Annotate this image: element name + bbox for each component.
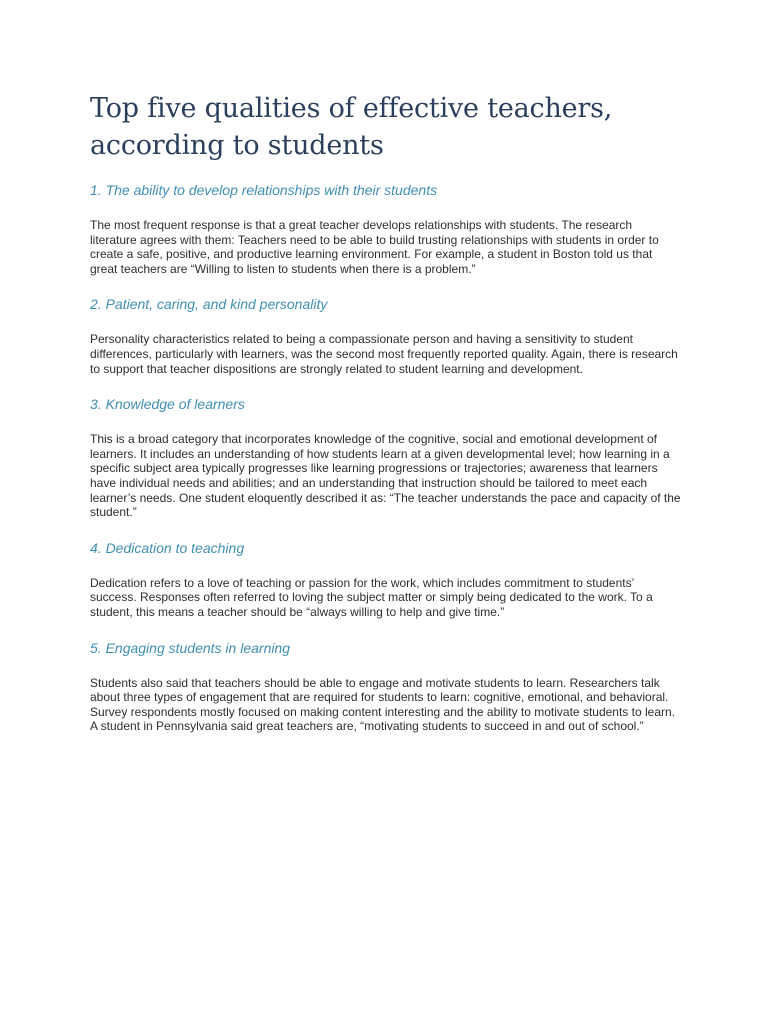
section-paragraph: Personality characteristics related to being a compassionate person and having a sensitivity to student differences, particularly with learners, was the second most frequently reported quality. Again, there is research to support that teacher dispositions are strongly related to student learning and development. [90,332,678,376]
section-paragraph: Students also said that teachers should be able to engage and motivate students to learn. Researchers talk about three types of engagement that are required for students to learn: cognitive, emotional, and behavioral. Survey respondents mostly focused on making content interesting and the ability to motivate students to learn. A student in Pennsylvania said great teachers are, “motivating students to succeed in and out of school.” [90,675,675,734]
section-heading: 3. Knowledge of learners [90,396,245,413]
section-heading: 5. Engaging students in learning [90,639,291,656]
section-paragraph: Dedication refers to a love of teaching or passion for the work, which includes commitment to students’ success. Responses often referred to loving the subject matter or simply being dedicated to the work. To a student, this means a teacher should be “always willing to help and give time.” [90,575,653,619]
section-heading: 2. Patient, caring, and kind personality [90,296,328,313]
document-title: Top five qualities of effective teachers, according to students [90,93,613,161]
section-heading: 1. The ability to develop relationships with their students [90,182,438,198]
section-2 [90,296,682,376]
section-5 [90,640,682,734]
section-paragraph: The most frequent response is that a great teacher develops relationships with students. The research literature agrees with them: Teachers need to be able to build trusting relationships with students in order to create a safe, positive, and productive learning environment. For example, a student in Boston told us that great teachers are “Willing to listen to students when there is a problem.” [90,218,659,276]
section-paragraph: This is a broad category that incorporates knowledge of the cognitive, social and emotional development of learners. It includes an understanding of how students learn at a given developmental level; how learning in a specific subject area typically progresses like learning progressions or trajectories; awareness that learners have individual needs and abilities; and an understanding that instruction should be tailored to meet each learner’s needs. One student eloquently described it as: “The teacher understands the pace and capacity of the student.” [90,432,681,520]
section-3 [90,396,682,520]
section-heading: 4. Dedication to teaching [90,539,245,556]
document-page [90,90,682,754]
section-1 [90,182,682,276]
section-4 [90,540,682,620]
